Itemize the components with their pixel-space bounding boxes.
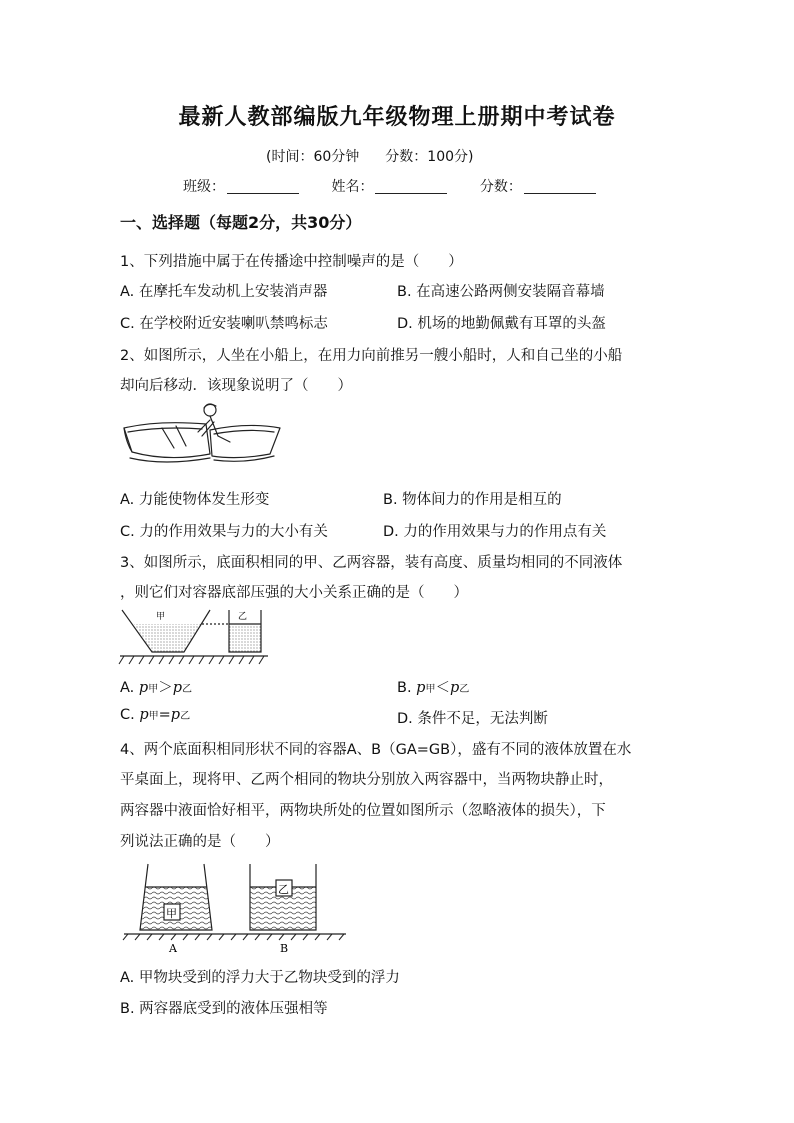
exam-score: 分数：100分) xyxy=(385,149,474,165)
q1-option-d: D. 机场的地勤佩戴有耳罩的头盔 xyxy=(397,316,606,332)
student-info xyxy=(183,176,624,196)
fig2-block-jia: 甲 xyxy=(166,907,177,920)
question-2-stem-line2: 却向后移动．该现象说明了（ ） xyxy=(120,378,352,394)
q2-option-b: B. 物体间力的作用是相互的 xyxy=(383,492,562,508)
question-4-stem-line2: 平桌面上，现将甲、乙两个相同的物块分别放入两容器中，当两物块静止时， xyxy=(120,772,613,788)
fig2-label-b: B xyxy=(280,942,289,955)
score-field[interactable]: 分数： xyxy=(480,176,596,196)
boat-figure xyxy=(118,402,288,474)
q4-option-a: A. 甲物块受到的浮力大于乙物块受到的浮力 xyxy=(120,970,400,986)
fig1-label-yi: 乙 xyxy=(238,612,248,622)
q1-option-b: B. 在高速公路两侧安装隔音幕墙 xyxy=(397,284,605,300)
question-4-stem-line3: 两容器中液面恰好相平，两物块所处的位置如图所示（忽略液体的损失），下 xyxy=(120,803,606,819)
q2-option-d: D. 力的作用效果与力的作用点有关 xyxy=(383,524,607,540)
question-1-stem: 1、下列措施中属于在传播途中控制噪声的是（ ） xyxy=(120,254,463,270)
name-field[interactable]: 姓名： xyxy=(331,176,447,196)
exam-meta xyxy=(266,146,473,166)
fig2-label-a: A xyxy=(169,942,177,955)
exam-time: (时间：60分钟 xyxy=(266,149,360,165)
section-heading: 一、选择题（每题2分，共30分） xyxy=(120,213,362,232)
q4-option-b: B. 两容器底受到的液体压强相等 xyxy=(120,1001,328,1017)
q3-option-a: A. p甲＞p乙 xyxy=(120,680,192,696)
question-2-stem-line1: 2、如图所示，人坐在小船上，在用力向前推另一艘小船时，人和自己坐的小船 xyxy=(120,348,623,364)
fig2-block-yi: 乙 xyxy=(278,883,289,896)
class-field[interactable]: 班级： xyxy=(183,176,299,196)
question-3-stem-line2: ，则它们对容器底部压强的大小关系正确的是（ ） xyxy=(120,585,468,601)
q3-option-c: C. p甲=p乙 xyxy=(120,707,191,723)
containers-figure-2 xyxy=(120,860,350,956)
question-3-stem-line1: 3、如图所示，底面积相同的甲、乙两容器，装有高度、质量均相同的不同液体 xyxy=(120,555,623,571)
q1-option-c: C. 在学校附近安装喇叭禁鸣标志 xyxy=(120,316,328,332)
containers-figure-1 xyxy=(118,608,270,666)
q3-option-b: B. p甲＜p乙 xyxy=(397,680,470,696)
page-title: 最新人教部编版九年级物理上册期中考试卷 xyxy=(178,104,616,130)
q2-option-c: C. 力的作用效果与力的大小有关 xyxy=(120,524,328,540)
fig1-label-jia: 甲 xyxy=(156,612,166,622)
q3-option-d: D. 条件不足，无法判断 xyxy=(397,711,548,727)
question-4-stem-line4: 列说法正确的是（ ） xyxy=(120,834,280,850)
question-4-stem-line1: 4、两个底面积相同形状不同的容器A、B（GA=GB），盛有不同的液体放置在水 xyxy=(120,742,632,758)
q2-option-a: A. 力能使物体发生形变 xyxy=(120,492,270,508)
q1-option-a: A. 在摩托车发动机上安装消声器 xyxy=(120,284,328,300)
